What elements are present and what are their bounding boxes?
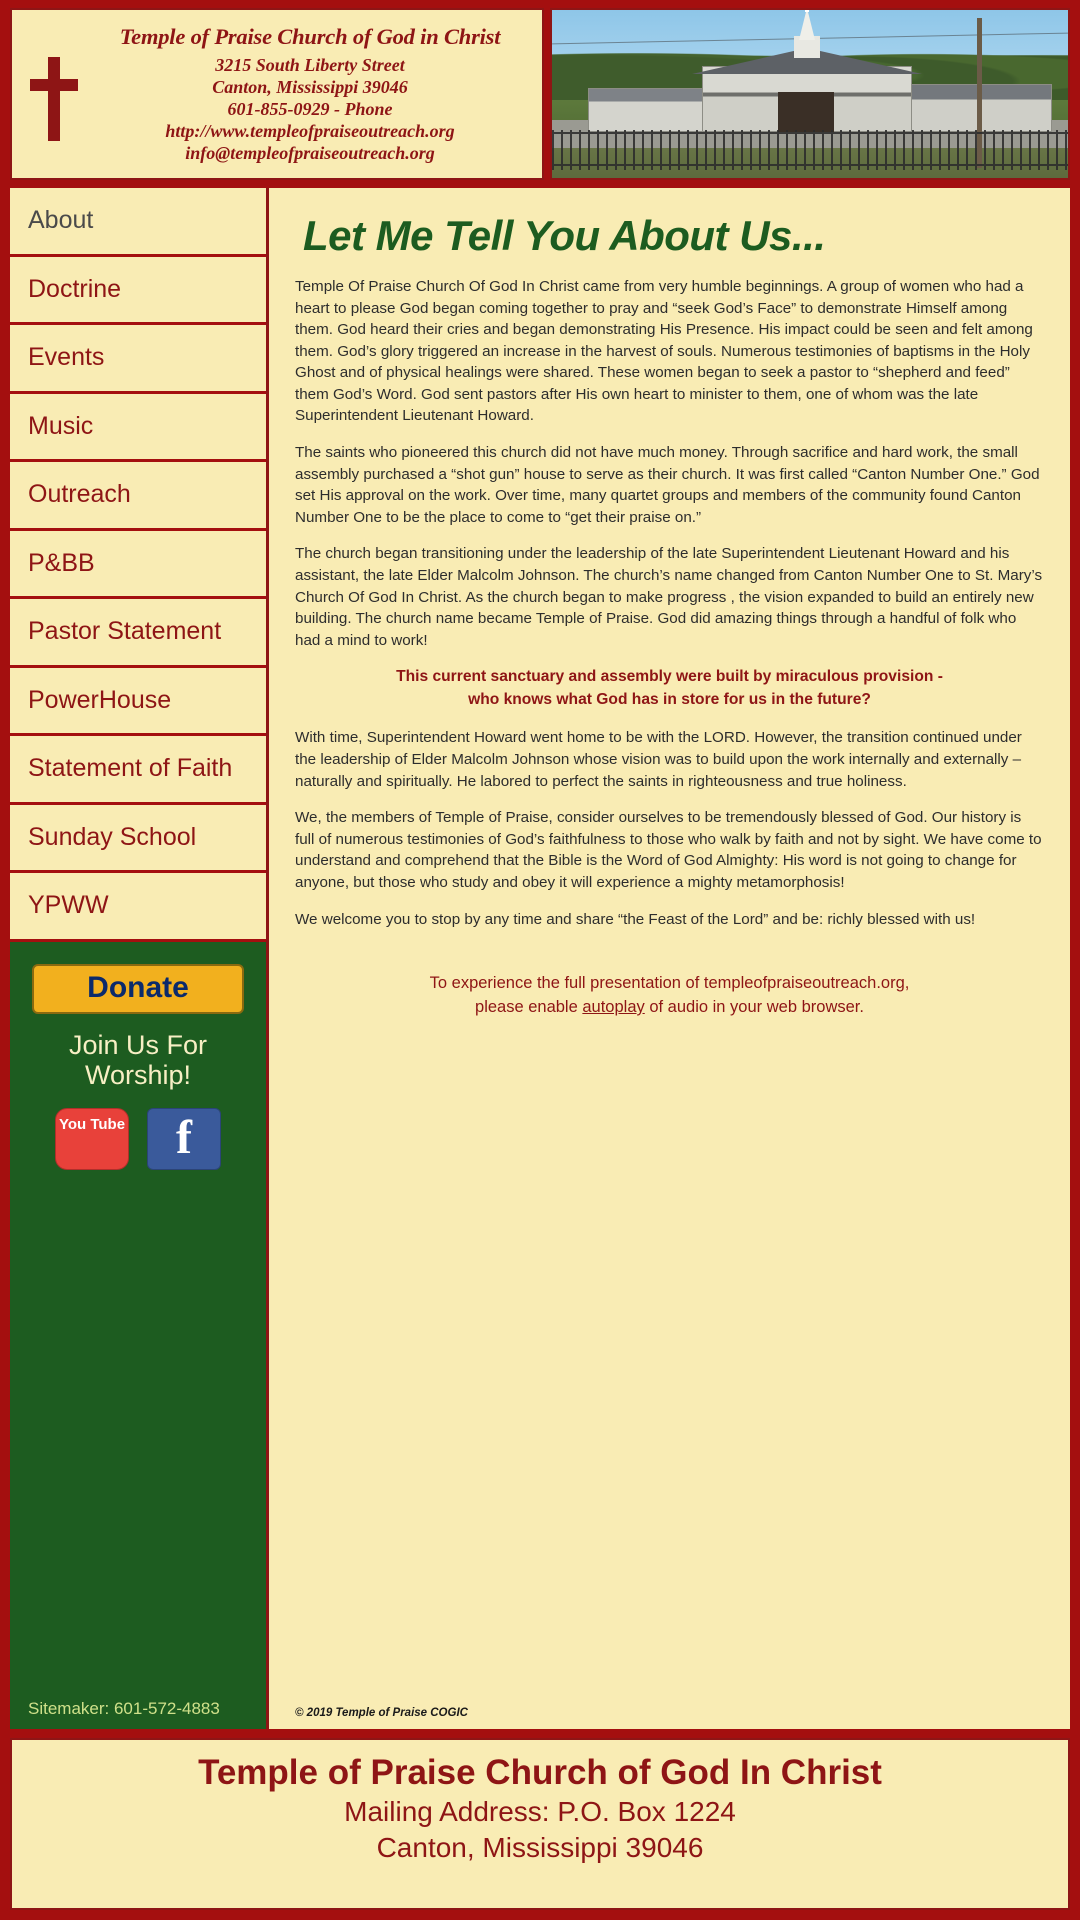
header-address-city: Canton, Mississippi 39046 bbox=[212, 76, 408, 97]
site-footer bbox=[10, 1738, 1070, 1910]
sidebar-item-label: Statement of Faith bbox=[28, 754, 233, 783]
header-email-link[interactable]: info@templeofpraiseoutreach.org bbox=[185, 142, 435, 163]
paragraph-5: We, the members of Temple of Praise, consider ourselves to be tremendously blessed of God. Our history is full of numerous testimonies of God’s faithfulness to those who walk by faith and not by sight. We have come to understand and comprehend that the Bible is the Word of God Almighty: His word is not going to change for anyone, but those who study and obey it will experience a mighty metamorphosis! bbox=[295, 809, 1042, 891]
paragraph-6: We welcome you to stop by any time and share “the Feast of the Lord” and be: richly blessed with us! bbox=[295, 910, 976, 928]
autoplay-pre-text: please enable bbox=[475, 998, 583, 1017]
iron-fence bbox=[552, 130, 1068, 170]
header-text-block bbox=[88, 23, 542, 164]
sidebar-item-events[interactable] bbox=[10, 325, 266, 394]
donate-section bbox=[32, 964, 244, 1014]
donate-button[interactable]: Donate bbox=[32, 964, 244, 1014]
join-us-heading bbox=[10, 1030, 266, 1090]
sidebar-item-label: YPWW bbox=[28, 891, 109, 920]
sidebar-item-about[interactable] bbox=[10, 188, 266, 257]
paragraph-1: Temple Of Praise Church Of God In Christ came from very humble beginnings. A group of women who had a heart to please God began coming together to pray and “seek God’s Face” to demonstrate Himself among them. God heard their cries and began demonstrating His Presence. His impact could be seen and felt among them. God’s glory triggered an increase in the harvest of souls. Numerous testimonies of baptisms in the Holy Ghost and of physical healings were shared. These women began to seek a pastor to “shepherd and feed” them God’s Word. God sent pastors after His own heart to minister to them, one of whom was the late Superintendent Lieutenant Howard. bbox=[295, 278, 1033, 425]
highlight-callout bbox=[335, 666, 1004, 711]
footer-city-state: Canton, Mississippi 39046 bbox=[376, 1832, 704, 1864]
copyright-notice: © 2019 Temple of Praise COGIC bbox=[295, 1707, 468, 1719]
church-photo bbox=[550, 8, 1070, 180]
sidebar-item-ypww[interactable] bbox=[10, 873, 266, 942]
facebook-icon[interactable]: f bbox=[147, 1108, 221, 1170]
autoplay-notice bbox=[295, 972, 1044, 1020]
page-title: Let Me Tell You About Us... bbox=[303, 212, 826, 259]
page-body bbox=[10, 188, 1070, 1729]
steeple-spire bbox=[799, 8, 815, 40]
footer-mailing-address: Mailing Address: P.O. Box 1224 bbox=[344, 1796, 736, 1827]
sidebar-item-label: Outreach bbox=[28, 480, 131, 509]
autoplay-line-2 bbox=[295, 996, 1044, 1020]
sidebar-item-statement-of-faith[interactable] bbox=[10, 736, 266, 805]
sidebar-item-music[interactable] bbox=[10, 394, 266, 463]
paragraph-2: The saints who pioneered this church did not have much money. Through sacrifice and hard work, the small assembly purchased a “shot gun” house to serve as their church. It was first called “Canton Number One.” God set His approval on the work. Over time, many quartet groups and members of the community found Canton Number One to be the place to come to “get their praise on.” bbox=[295, 444, 1040, 526]
autoplay-link[interactable]: autoplay bbox=[582, 998, 645, 1017]
autoplay-post-text: of audio in your web browser. bbox=[644, 998, 864, 1017]
sitemaker-credit: Sitemaker: 601-572-4883 bbox=[28, 1699, 220, 1718]
site-header bbox=[10, 8, 1070, 180]
church-entrance bbox=[778, 92, 834, 132]
callout-line-1: This current sanctuary and assembly were built by miraculous provision - bbox=[396, 668, 943, 686]
header-address-street: 3215 South Liberty Street bbox=[215, 54, 405, 75]
join-us-line1: Join Us For bbox=[68, 1029, 208, 1060]
join-us-line2: Worship! bbox=[84, 1059, 192, 1090]
main-content bbox=[269, 188, 1070, 1729]
paragraph-3: The church began transitioning under the leadership of the late Superintendent Lieutenant Howard and his assistant, the late Elder Malcolm Johnson. The church’s name changed from Canton Number One to St. Mary’s Church Of God In Christ. As the church began to make progress , the vision expanded to build an entirely new building. The church name became Temple of Praise. God did amazing things through a handful of folk who had a mind to work! bbox=[295, 545, 1043, 649]
social-links bbox=[10, 1108, 266, 1170]
sidebar-item-powerhouse[interactable] bbox=[10, 668, 266, 737]
sidebar-item-sunday-school[interactable] bbox=[10, 805, 266, 874]
sidebar-item-label: Sunday School bbox=[28, 822, 197, 851]
cross-icon bbox=[26, 57, 82, 141]
header-identity-block bbox=[10, 8, 544, 180]
church-left-wing bbox=[588, 88, 706, 132]
paragraph-4: With time, Superintendent Howard went home to be with the LORD. However, the transition continued under the leadership of Elder Malcolm Johnson whose vision was to build upon the work internally and externally – naturally and spiritually. He labored to perfect the saints in righteousness and true holiness. bbox=[295, 729, 1022, 790]
steeple-cross-icon bbox=[805, 8, 809, 12]
youtube-icon[interactable]: You Tube bbox=[55, 1108, 129, 1170]
sidebar-navigation bbox=[10, 188, 269, 1729]
autoplay-line-1: To experience the full presentation of templeofpraiseoutreach.org, bbox=[429, 974, 910, 993]
sidebar-item-label: PowerHouse bbox=[28, 685, 172, 714]
header-website-link[interactable]: http://www.templeofpraiseoutreach.org bbox=[165, 120, 455, 141]
callout-line-2: who knows what God has in store for us in the future? bbox=[468, 690, 871, 708]
header-phone: 601-855-0929 - Phone bbox=[227, 98, 393, 119]
sidebar-item-label: P&BB bbox=[28, 548, 95, 577]
sidebar-item-pbb[interactable] bbox=[10, 531, 266, 600]
sidebar-item-label: Events bbox=[28, 343, 105, 372]
sidebar-item-label: About bbox=[28, 206, 94, 235]
header-church-name: Temple of Praise Church of God in Christ bbox=[119, 24, 501, 50]
sidebar-item-label: Pastor Statement bbox=[28, 617, 222, 646]
sidebar-item-label: Music bbox=[28, 411, 94, 440]
sidebar-item-label: Doctrine bbox=[28, 274, 122, 303]
sidebar-item-pastor-statement[interactable] bbox=[10, 599, 266, 668]
footer-title: Temple of Praise Church of God In Christ bbox=[198, 1753, 882, 1792]
sidebar-item-outreach[interactable] bbox=[10, 462, 266, 531]
sidebar-item-doctrine[interactable] bbox=[10, 257, 266, 326]
